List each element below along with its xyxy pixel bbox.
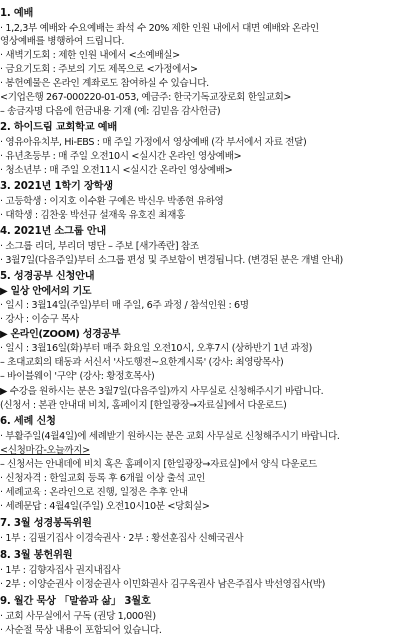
list-item: · 일시 : 3월16일(화)부터 매주 화요일 오전10시, 오후7시 (상하반기 1년 과정)	[0, 343, 313, 354]
list-subitem: – 신청서는 안내데에 비치 혹은 홈페이지 [한일광장→자료실]에서 양식 다운로드	[0, 459, 317, 470]
section-heading-baptism: 6. 세례 신청	[0, 416, 56, 427]
list-item-continuation: 영상예배를 병행하여 드립니다.	[0, 36, 125, 47]
list-item: · 부활주일(4월4일)에 세례받기 원하시는 분은 교회 사무실로 신청해주시기 바랍니다.	[0, 431, 340, 442]
subsection-heading: ▶ 온라인(ZOOM) 성경공부	[0, 329, 121, 340]
registration-form-note: (신청서 : 본관 안내대 비치, 홈페이지 [한일광장→자료실]에서 다운로드)	[0, 400, 287, 411]
section-heading-scripture-readers: 7. 3월 성경봉독위원	[0, 518, 92, 529]
list-item: · 1부 : 김필기집사 이경숙권사 · 2부 : 황선훈집사 신혜국권사	[0, 533, 244, 544]
section-heading-worship: 1. 예배	[0, 8, 34, 19]
list-item: · 소그룹 리더, 부리더 명단 – 주보 [새가족란] 참조	[0, 241, 199, 252]
list-subitem: – 송금자명 다음에 헌금내용 기재 (예: 김믿음 감사헌금)	[0, 106, 221, 117]
deadline-note: <신청마감-오늘까지>	[0, 445, 90, 456]
list-item: · 새벽기도회 : 제한 인원 내에서 <소예배실>	[0, 50, 180, 61]
list-item: · 강사 : 이승구 목사	[0, 314, 79, 325]
section-heading-scholarship: 3. 2021년 1학기 장학생	[0, 181, 113, 192]
registration-note: ▶ 수강을 원하시는 분은 3월7일(다음주일)까지 사무실로 신청해주시기 바랍니다.	[0, 386, 324, 397]
subsection-heading: ▶ 일상 안에서의 기도	[0, 286, 92, 297]
list-item: · 금요기도회 : 주보의 기도 제목으로 <가정에서>	[0, 64, 198, 75]
list-item: · 청소년부 : 매 주일 오전11시 <실시간 온라인 영상예배>	[0, 165, 233, 176]
section-heading-offering: 8. 3월 봉헌위원	[0, 550, 73, 561]
list-item: · 신청자격 : 한일교회 등록 후 6개월 이상 출석 교인	[0, 473, 206, 484]
list-item: · 1,2,3부 예배와 수요예배는 좌석 수 20% 제한 인원 내에서 대면 예배와 온라인	[0, 23, 319, 34]
list-item: · 대학생 : 김찬웅 박선규 설재욱 유호진 최재홍	[0, 210, 185, 221]
list-item: · 세례문답 : 4월4일(주일) 오전10시10분 <당회실>	[0, 501, 210, 512]
list-item: · 봉헌예물은 온라인 계좌로도 참여하실 수 있습니다.	[0, 78, 209, 89]
list-subitem: – 바이블웨이 '구약' (강사: 황정호목사)	[0, 371, 155, 382]
list-item: · 교회 사무실에서 구독 (권당 1,000원)	[0, 611, 156, 622]
list-item: · 사순절 묵상 내용이 포함되어 있습니다.	[0, 625, 162, 636]
list-item: · 1부 : 김향자집사 권지내집사	[0, 565, 121, 576]
bank-account-line: <기업은행 267-000220-01-053, 예금주: 한국기독교장로회 한일교회>	[0, 92, 292, 103]
list-item: · 3월7일(다음주일)부터 소그룹 편성 및 주보함이 변경됩니다. (변경된 분은 개별 안내)	[0, 255, 343, 266]
list-item: · 2부 : 이양순권사 이정순권사 이민화권사 김구옥권사 남은주집사 박선영집사(박)	[0, 579, 326, 590]
section-heading-devotional: 9. 월간 묵상 「말씀과 삶」 3월호	[0, 596, 151, 607]
list-item: · 영유아유치부, Hi-EBS : 매 주일 가정에서 영상예배 (각 부서에서 자료 전달)	[0, 137, 307, 148]
section-heading-church-school: 2. 하이드림 교회학교 예배	[0, 122, 118, 133]
list-item: · 고등학생 : 이지호 이수환 구예은 박신우 박종현 유하영	[0, 196, 224, 207]
section-heading-small-groups: 4. 2021년 소그룹 안내	[0, 226, 106, 237]
section-heading-bible-study: 5. 성경공부 신청안내	[0, 271, 95, 282]
list-item: · 유년초등부 : 매 주일 오전10시 <실시간 온라인 영상예배>	[0, 151, 242, 162]
list-subitem: – 초대교회의 태동과 서신서 '사도행전~요한계시록' (강사: 최영랑목사)	[0, 357, 284, 368]
list-item: · 일시 : 3월14일(주일)부터 매 주일, 6주 과정 / 참석인원 : 6명	[0, 300, 249, 311]
list-item: · 세례교육 : 온라인으로 진행, 일정은 추후 안내	[0, 487, 188, 498]
